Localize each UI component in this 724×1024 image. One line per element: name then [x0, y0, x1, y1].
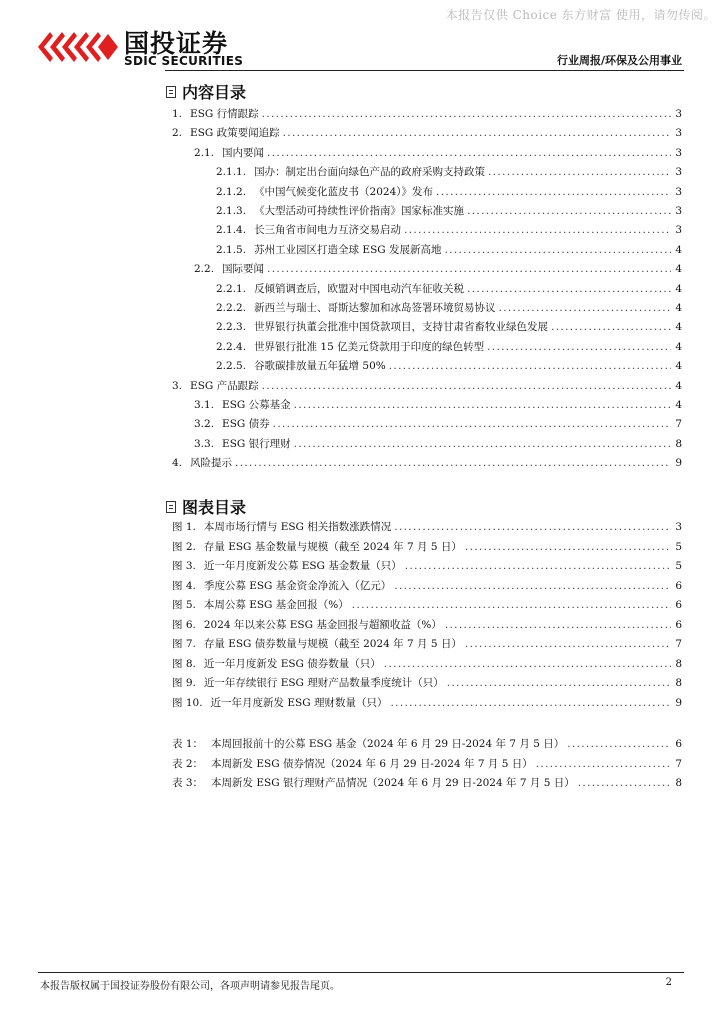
toc-entry[interactable] [172, 164, 682, 180]
figure-entry[interactable] [172, 675, 682, 691]
toc-entry-number: 2.1.5. [216, 243, 247, 256]
footer-disclaimer: 本报告版权属于国投证券股份有限公司，各项声明请参见报告尾页。 [40, 981, 340, 992]
toc-entry-title: 《中国气候变化蓝皮书（2024）》发布 [254, 185, 434, 198]
toc-entry[interactable] [172, 145, 682, 161]
toc-entry-page: 4 [675, 302, 682, 314]
toc-entry-page: 4 [675, 399, 682, 411]
figure-entry-number: 图 2. [172, 540, 196, 553]
table-entry[interactable] [172, 736, 682, 752]
dot-leader [384, 658, 671, 670]
figure-entry-number: 图 10. [172, 696, 203, 709]
toc-entry-page: 3 [675, 127, 682, 140]
dot-leader [436, 186, 671, 198]
table-entry-number: 表 1： [172, 738, 204, 750]
toc-entry[interactable] [172, 436, 682, 452]
toc-entry-title: ESG 产品跟踪 [190, 379, 259, 392]
figure-entry[interactable] [172, 558, 682, 574]
toc-entry-title: ESG 银行理财 [222, 437, 291, 450]
figure-entry-title: 季度公募 ESG 基金资金净流入（亿元） [203, 579, 392, 592]
figure-entry-title: 2024 年以来公募 ESG 基金回报与超额收益（%） [203, 618, 442, 631]
document-icon [166, 501, 176, 513]
figure-entry-number: 图 9. [172, 677, 196, 689]
figure-entry[interactable] [172, 539, 682, 555]
figure-entry[interactable] [172, 695, 682, 711]
figure-entry-page: 7 [675, 638, 682, 650]
figure-entry-title: 存量 ESG 债券数量与规模（截至 2024 年 7 月 5 日） [203, 638, 462, 650]
dot-leader [445, 619, 671, 631]
dot-leader [487, 341, 671, 353]
toc-entry[interactable] [172, 300, 682, 316]
toc-entry-number: 2.1. [194, 146, 215, 159]
figure-entry-title: 存量 ESG 基金数量与规模（截至 2024 年 7 月 5 日） [203, 540, 462, 553]
dot-leader [352, 599, 671, 611]
toc-entry-title: 风险提示 [190, 457, 233, 470]
figures-title: 图表目录 [182, 498, 247, 517]
table-entry-number: 表 2： [172, 757, 204, 770]
dot-leader [294, 399, 671, 411]
dot-leader [447, 677, 671, 689]
dot-leader [267, 147, 671, 159]
toc-entry-title: ESG 公募基金 [222, 399, 291, 411]
figure-entry-page: 8 [675, 677, 682, 689]
table-entry-page: 8 [675, 777, 682, 789]
toc-entry[interactable] [172, 222, 682, 238]
toc-entry-page: 8 [675, 437, 682, 450]
toc-entry[interactable] [172, 358, 682, 374]
figure-entry-title: 近一年月度新发 ESG 理财数量（只） [210, 696, 388, 709]
dot-leader [404, 224, 671, 236]
toc-entry-title: 谷歌碳排放量五年猛增 50% [254, 360, 386, 373]
toc-entry-number: 2.1.3. [216, 205, 247, 217]
toc-entry[interactable] [172, 455, 682, 471]
table-entry-title: 本周新发 ESG 债券情况（2024 年 6 月 29 日-2024 年 7 月 5 日） [211, 757, 533, 770]
toc-entry-page: 4 [675, 360, 682, 373]
dot-leader [389, 360, 671, 372]
toc-entry-number: 2.2.3. [216, 321, 247, 334]
figure-entry-page: 8 [675, 657, 682, 670]
toc-entry-title: 《大型活动可持续性评价指南》国家标准实施 [254, 205, 465, 217]
toc-entry-number: 3.3. [194, 437, 215, 450]
figure-entry[interactable] [172, 578, 682, 594]
toc-entry-title: 世界银行执董会批准中国贷款项目，支持甘肃省畜牧业绿色发展 [254, 321, 549, 334]
toc-entry[interactable] [172, 339, 682, 355]
dot-leader [467, 283, 671, 295]
toc-entry[interactable] [172, 106, 682, 122]
figure-entry-title: 近一年月度新发 ESG 债券数量（只） [203, 657, 381, 670]
figure-entry[interactable] [172, 617, 682, 633]
toc-entry-title: 世界银行批准 15 亿美元贷款用于印度的绿色转型 [254, 340, 485, 353]
report-category: 行业周报/环保及公用事业 [556, 54, 682, 67]
toc-entry-page: 3 [675, 146, 682, 159]
table-entry-page: 6 [675, 738, 682, 750]
toc-entry-page: 4 [675, 263, 682, 276]
toc-entry-page: 4 [675, 282, 682, 295]
toc-entry-number: 2. [172, 127, 183, 140]
toc-entry-title: 长三角省市间电力互济交易启动 [254, 224, 402, 237]
dot-leader [551, 321, 671, 333]
header-divider [165, 70, 684, 71]
toc-entry-page: 9 [675, 457, 682, 470]
figure-entry-number: 图 1. [172, 521, 196, 533]
table-entry[interactable] [172, 775, 682, 791]
toc-entry[interactable] [172, 281, 682, 297]
tables-list [172, 736, 682, 796]
figure-entry-title: 近一年存续银行 ESG 理财产品数量季度统计（只） [203, 677, 444, 689]
brand-logo [38, 22, 248, 72]
toc-entry[interactable] [172, 416, 682, 432]
dot-leader [444, 244, 671, 256]
figure-entry[interactable] [172, 519, 682, 535]
toc-entry-number: 3. [172, 379, 183, 392]
figure-entry-title: 本周公募 ESG 基金回报（%） [203, 599, 349, 611]
dot-leader [267, 263, 671, 275]
dot-leader [405, 560, 671, 572]
dot-leader [488, 166, 671, 178]
toc-entry-title: 国内要闻 [222, 146, 265, 159]
table-entry-title: 本周回报前十的公募 ESG 基金（2024 年 6 月 29 日-2024 年 7 月 5 日） [211, 738, 565, 750]
toc-entry-number: 2.2.4. [216, 340, 247, 353]
figure-entry-page: 9 [675, 696, 682, 709]
figure-entry-page: 3 [675, 521, 682, 533]
logo-mark-icon [38, 22, 118, 72]
toc-title: 内容目录 [182, 83, 247, 102]
toc-entry-title: 新西兰与瑞士、哥斯达黎加和冰岛签署环境贸易协议 [254, 302, 496, 314]
toc-entry-title: ESG 债券 [222, 418, 270, 431]
toc-entry[interactable] [172, 184, 682, 200]
toc-entry[interactable] [172, 261, 682, 277]
toc-entry-page: 4 [675, 340, 682, 353]
figures-heading [166, 495, 246, 518]
toc-entry-number: 2.1.2. [216, 185, 247, 198]
figure-entry-title: 近一年月度新发公募 ESG 基金数量（只） [203, 560, 402, 572]
figure-entry-number: 图 7. [172, 638, 196, 650]
toc-entry[interactable] [172, 203, 682, 219]
toc-entry-title: 国际要闻 [222, 263, 265, 276]
toc-entry-page: 4 [675, 321, 682, 334]
toc-entry-page: 3 [675, 166, 682, 179]
dot-leader [567, 738, 671, 750]
toc-entry-page: 3 [675, 108, 682, 120]
dot-leader [283, 127, 671, 139]
dot-leader [262, 380, 671, 392]
toc-entry-number: 4. [172, 457, 183, 470]
toc-entry-number: 2.1.4. [216, 224, 247, 237]
figure-entry[interactable] [172, 636, 682, 652]
footer-divider [38, 972, 684, 973]
toc-entry-title: 反倾销调查后，欧盟对中国电动汽车征收关税 [254, 282, 465, 295]
toc-heading [166, 80, 246, 103]
figure-entry-page: 6 [675, 599, 682, 611]
toc-entry-page: 3 [675, 224, 682, 237]
dot-leader [536, 758, 671, 770]
table-entry-number: 表 3： [172, 777, 204, 789]
toc-entry[interactable] [172, 397, 682, 413]
dot-leader [262, 108, 671, 120]
brand-name-en: SDIC SECURITIES [124, 54, 244, 68]
figure-entry[interactable] [172, 656, 682, 672]
toc-entry-title: ESG 政策要闻追踪 [190, 127, 280, 140]
dot-leader [235, 457, 671, 469]
toc-entry-page: 4 [675, 379, 682, 392]
page-number: 2 [665, 977, 672, 988]
dot-leader [467, 205, 671, 217]
toc-entry-number: 2.2.5. [216, 360, 247, 373]
figure-entry-number: 图 6. [172, 618, 196, 631]
toc-entry-title: 苏州工业园区打造全球 ESG 发展新高地 [254, 243, 442, 256]
figure-entry[interactable] [172, 597, 682, 613]
toc-entry-title: 国办：制定出台面向绿色产品的政府采购支持政策 [254, 166, 486, 179]
figure-entry-title: 本周市场行情与 ESG 相关指数涨跌情况 [203, 521, 392, 533]
toc-entry[interactable] [172, 378, 682, 394]
toc-entry-number: 1. [172, 108, 183, 120]
document-icon [166, 86, 176, 98]
dot-leader [465, 541, 671, 553]
dot-leader [578, 777, 671, 789]
dot-leader [499, 302, 671, 314]
figure-entry-page: 6 [675, 579, 682, 592]
figure-entry-page: 6 [675, 618, 682, 631]
toc-entry-page: 4 [675, 243, 682, 256]
toc-entry-number: 2.1.1. [216, 166, 247, 179]
dot-leader [390, 697, 671, 709]
figure-entry-number: 图 8. [172, 657, 196, 670]
figure-entry-page: 5 [675, 560, 682, 572]
table-entry-page: 7 [675, 757, 682, 770]
toc-entry-title: ESG 行情跟踪 [190, 108, 259, 120]
watermark-text: 本报告仅供 Choice 东方财富 使用，请勿传阅。 [445, 8, 716, 22]
figure-entry-page: 5 [675, 540, 682, 553]
dot-leader [294, 438, 671, 450]
table-entry-title: 本周新发 ESG 银行理财产品情况（2024 年 6 月 29 日-2024 年 7 月 5 日） [211, 777, 575, 789]
dot-leader [273, 418, 671, 430]
dot-leader [394, 580, 671, 592]
toc-entry[interactable] [172, 125, 682, 141]
dot-leader [465, 638, 671, 650]
toc-entry-page: 7 [675, 418, 682, 431]
figures-list [172, 519, 682, 714]
figure-entry-number: 图 4. [172, 579, 196, 592]
toc-entry[interactable] [172, 319, 682, 335]
figure-entry-number: 图 3. [172, 560, 196, 572]
toc-list [172, 106, 682, 476]
toc-entry[interactable] [172, 242, 682, 258]
toc-entry-number: 2.2. [194, 263, 215, 276]
toc-entry-number: 3.2. [194, 418, 215, 431]
dot-leader [394, 521, 671, 533]
toc-entry-number: 3.1. [194, 399, 215, 411]
figure-entry-number: 图 5. [172, 599, 196, 611]
toc-entry-page: 3 [675, 205, 682, 217]
toc-entry-number: 2.2.1. [216, 282, 247, 295]
brand-name-cn: 国投证券 [124, 29, 229, 58]
table-entry[interactable] [172, 756, 682, 772]
toc-entry-number: 2.2.2. [216, 302, 247, 314]
toc-entry-page: 3 [675, 185, 682, 198]
